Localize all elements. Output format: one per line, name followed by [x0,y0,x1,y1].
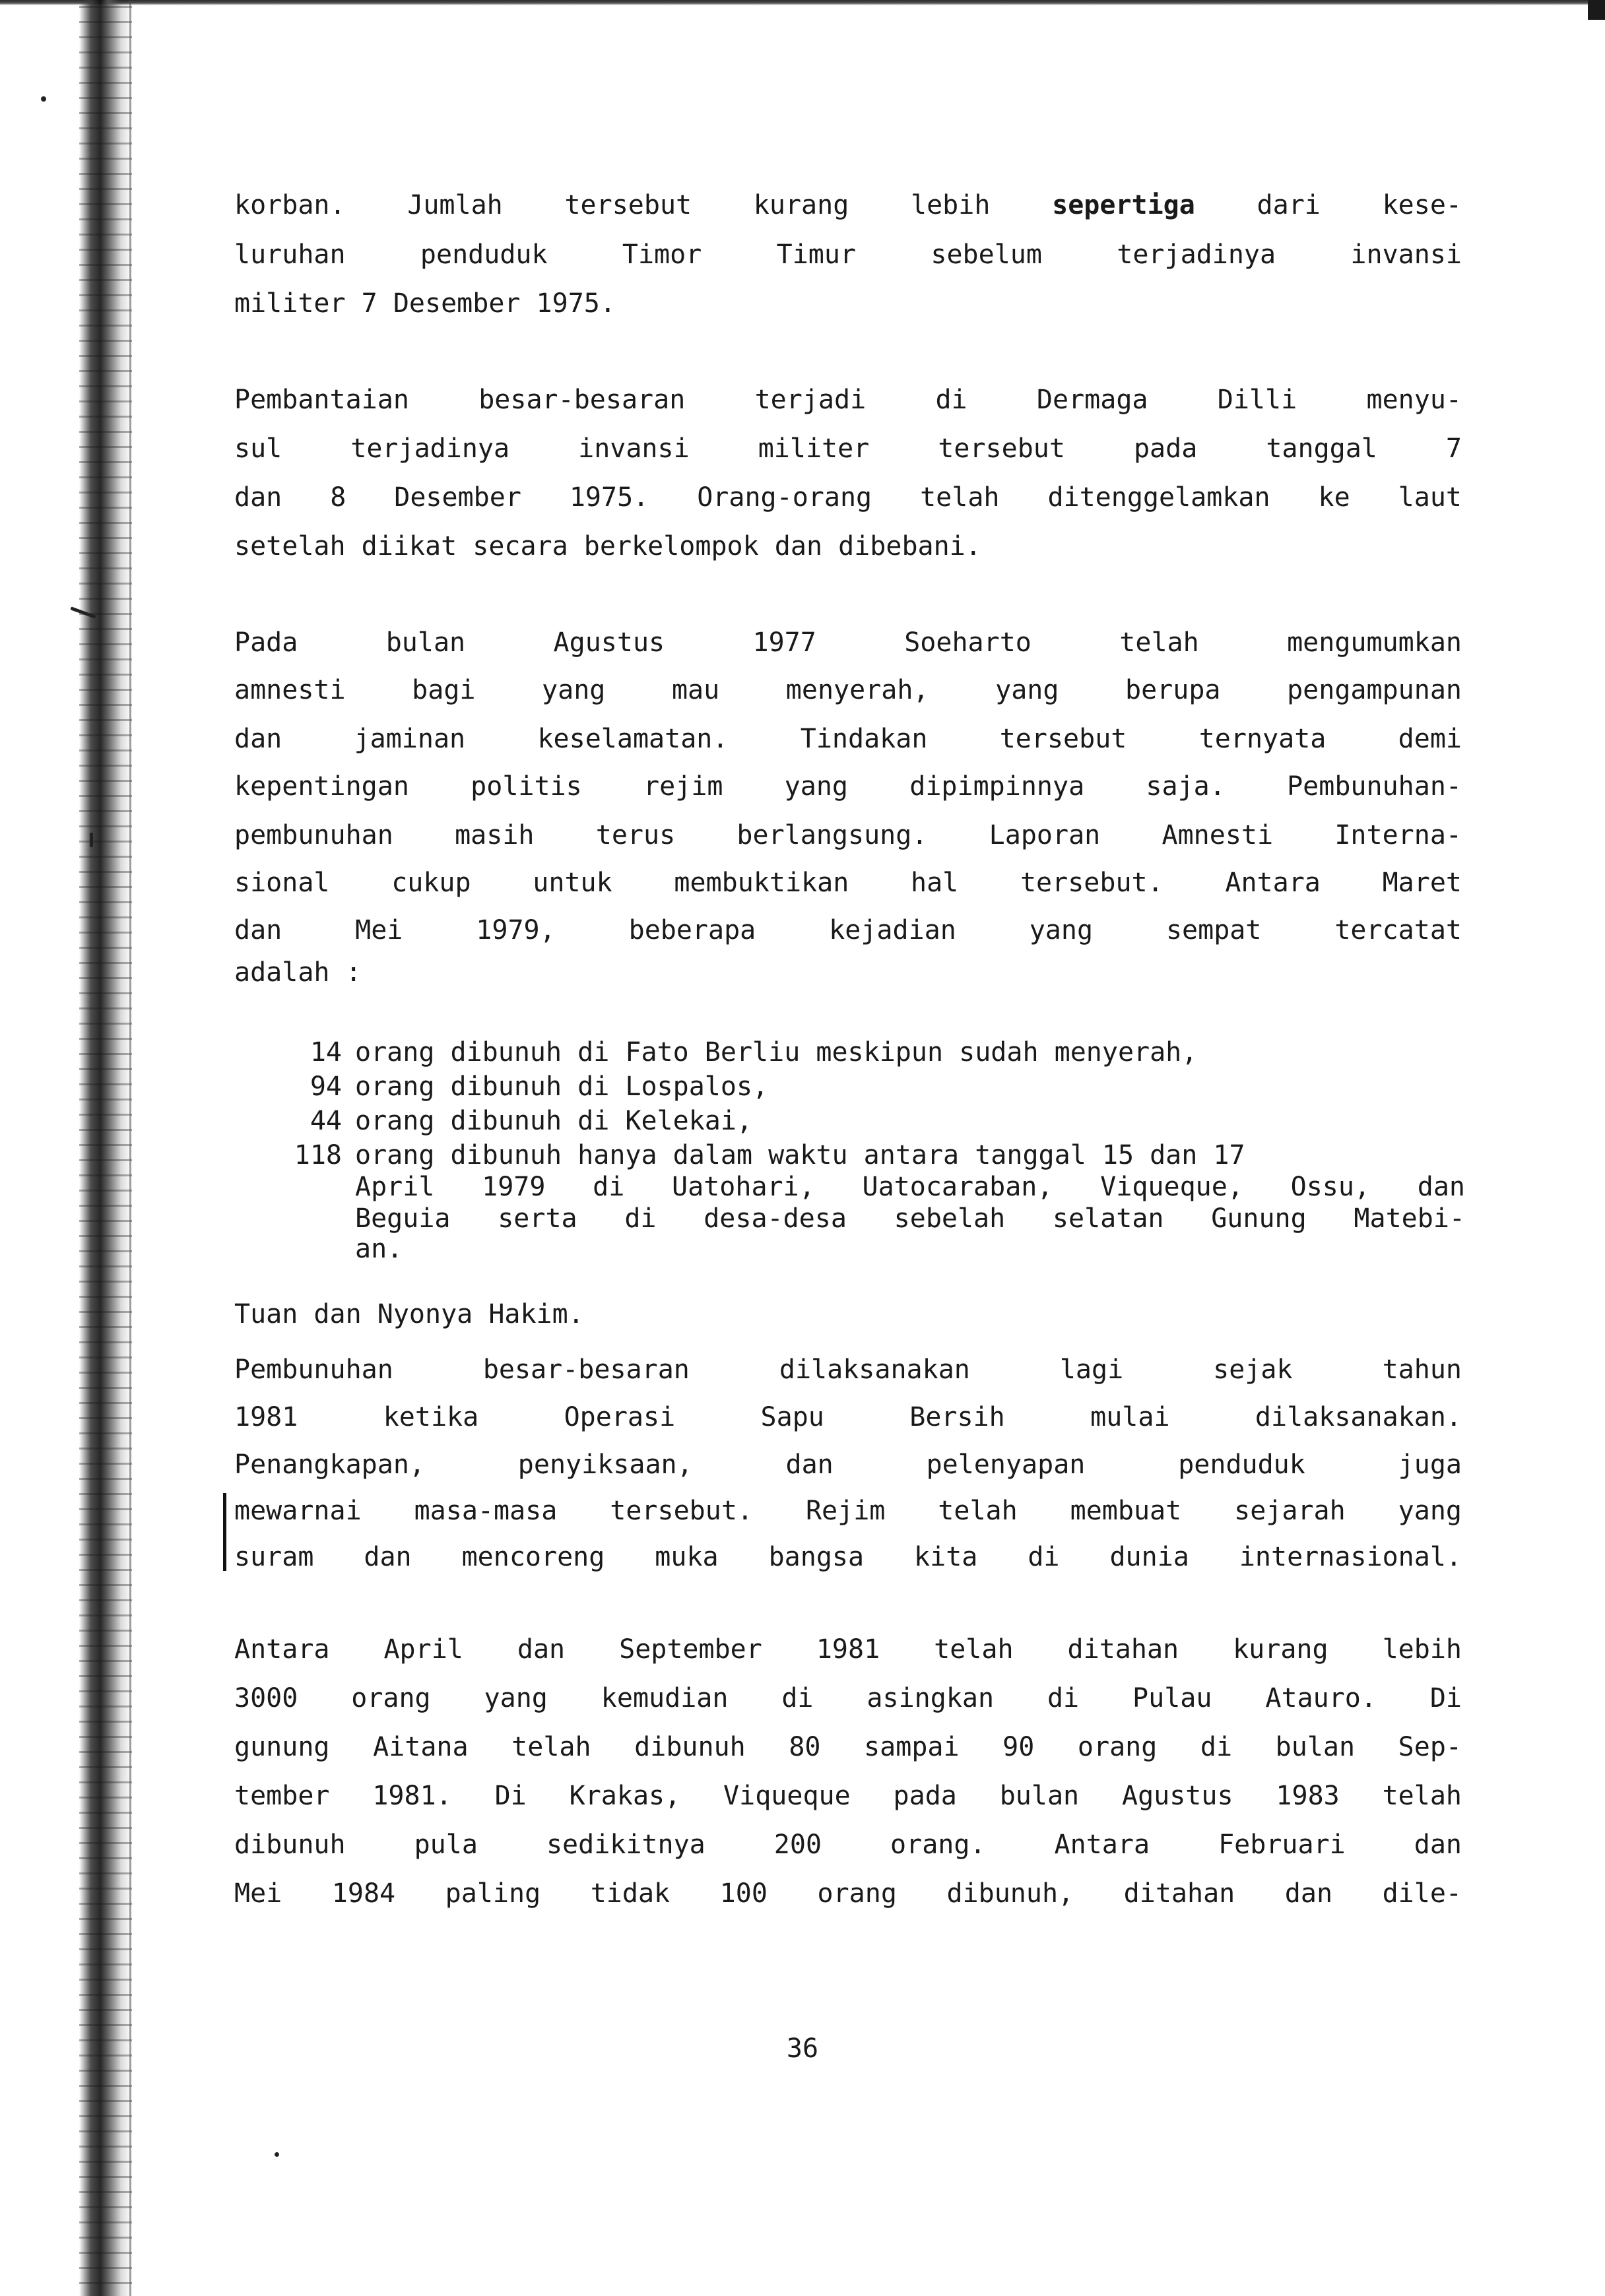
text-line: dibunuh pula sedikitnya 200 orang. Antara Februari dan [234,1830,1462,1860]
scan-speck [41,96,46,102]
list-item [264,1071,1465,1102]
margin-mark [223,1493,226,1571]
text-line: dan Mei 1979, beberapa kejadian yang sempat tercatat [234,915,1462,945]
text-line: Pembantaian besar-besaran terjadi di Dermaga Dilli menyu- [234,385,1462,415]
list-item-text: orang dibunuh di Lospalos, [355,1071,769,1102]
list-item-number: 44 [310,1106,342,1136]
text-line: mewarnai masa-masa tersebut. Rejim telah membuat sejarah yang [234,1496,1462,1526]
scan-top-edge [0,0,1605,5]
text-line: militer 7 Desember 1975. [234,288,616,319]
scan-speck [275,2152,279,2157]
text-line: 1981 ketika Operasi Sapu Bersih mulai dilaksanakan. [234,1402,1462,1432]
list-item [264,1106,1465,1136]
text-line: amnesti bagi yang mau menyerah, yang berupa pengampunan [234,675,1462,705]
text-line: dan 8 Desember 1975. Orang-orang telah ditenggelamkan ke laut [234,482,1462,513]
text-line: sul terjadinya invansi militer tersebut pada tanggal 7 [234,433,1462,464]
text-line: pembunuhan masih terus berlangsung. Laporan Amnesti Interna- [234,820,1462,850]
list-item-text: April 1979 di Uatohari, Uatocaraban, Viqueque, Ossu, dan [355,1172,1465,1202]
text-line: gunung Aitana telah dibunuh 80 sampai 90 orang di bulan Sep- [234,1732,1462,1762]
list-item-text: orang dibunuh hanya dalam waktu antara tanggal 15 dan 17 [355,1140,1245,1170]
binding-edge-line [129,0,131,2296]
scan-speck [90,833,93,847]
scan-corner-shadow [1588,0,1605,20]
text-line: setelah diikat secara berkelompok dan dibebani. [234,531,981,561]
text-line: 3000 orang yang kemudian di asingkan di Pulau Atauro. Di [234,1683,1462,1713]
text-line: Antara April dan September 1981 telah ditahan kurang lebih [234,1634,1462,1665]
text-line: Penangkapan, penyiksaan, dan pelenyapan penduduk juga [234,1450,1462,1480]
text-line: Mei 1984 paling tidak 100 orang dibunuh, ditahan dan dile- [234,1878,1462,1909]
binding-shadow [79,0,132,2296]
text-line: Pada bulan Agustus 1977 Soeharto telah mengumumkan [234,627,1462,658]
list-item-number: 14 [310,1037,342,1068]
page-number: 36 [786,2033,819,2064]
text-line: dan jaminan keselamatan. Tindakan tersebut ternyata demi [234,724,1462,754]
text-line: tember 1981. Di Krakas, Viqueque pada bulan Agustus 1983 telah [234,1781,1462,1811]
list-item-text: Beguia serta di desa-desa sebelah selatan Gunung Matebi- [355,1203,1465,1234]
text-line: sional cukup untuk membuktikan hal tersebut. Antara Maret [234,868,1462,898]
text-line: suram dan mencoreng muka bangsa kita di dunia internasional. [234,1542,1462,1572]
text-line: Pembunuhan besar-besaran dilaksanakan lagi sejak tahun [234,1355,1462,1385]
list-item-text: orang dibunuh di Kelekai, [355,1106,753,1136]
text-line: adalah : [234,957,362,988]
list-item-text: orang dibunuh di Fato Berliu meskipun sudah menyerah, [355,1037,1198,1068]
list-item [264,1140,1465,1170]
emphasized-word: sepertiga [1052,190,1195,220]
list-item-number: 118 [294,1140,342,1170]
text-line: kepentingan politis rejim yang dipimpinnya saja. Pembunuhan- [234,771,1462,802]
list-item-number: 94 [310,1071,342,1102]
text-line: korban. Jumlah tersebut kurang lebih sepertiga dari kese- [234,190,1462,220]
list-item [264,1037,1465,1068]
list-item-text: an. [355,1234,403,1264]
text-line: luruhan penduduk Timor Timur sebelum terjadinya invansi [234,239,1462,270]
signoff-line: Tuan dan Nyonya Hakim. [234,1299,584,1329]
